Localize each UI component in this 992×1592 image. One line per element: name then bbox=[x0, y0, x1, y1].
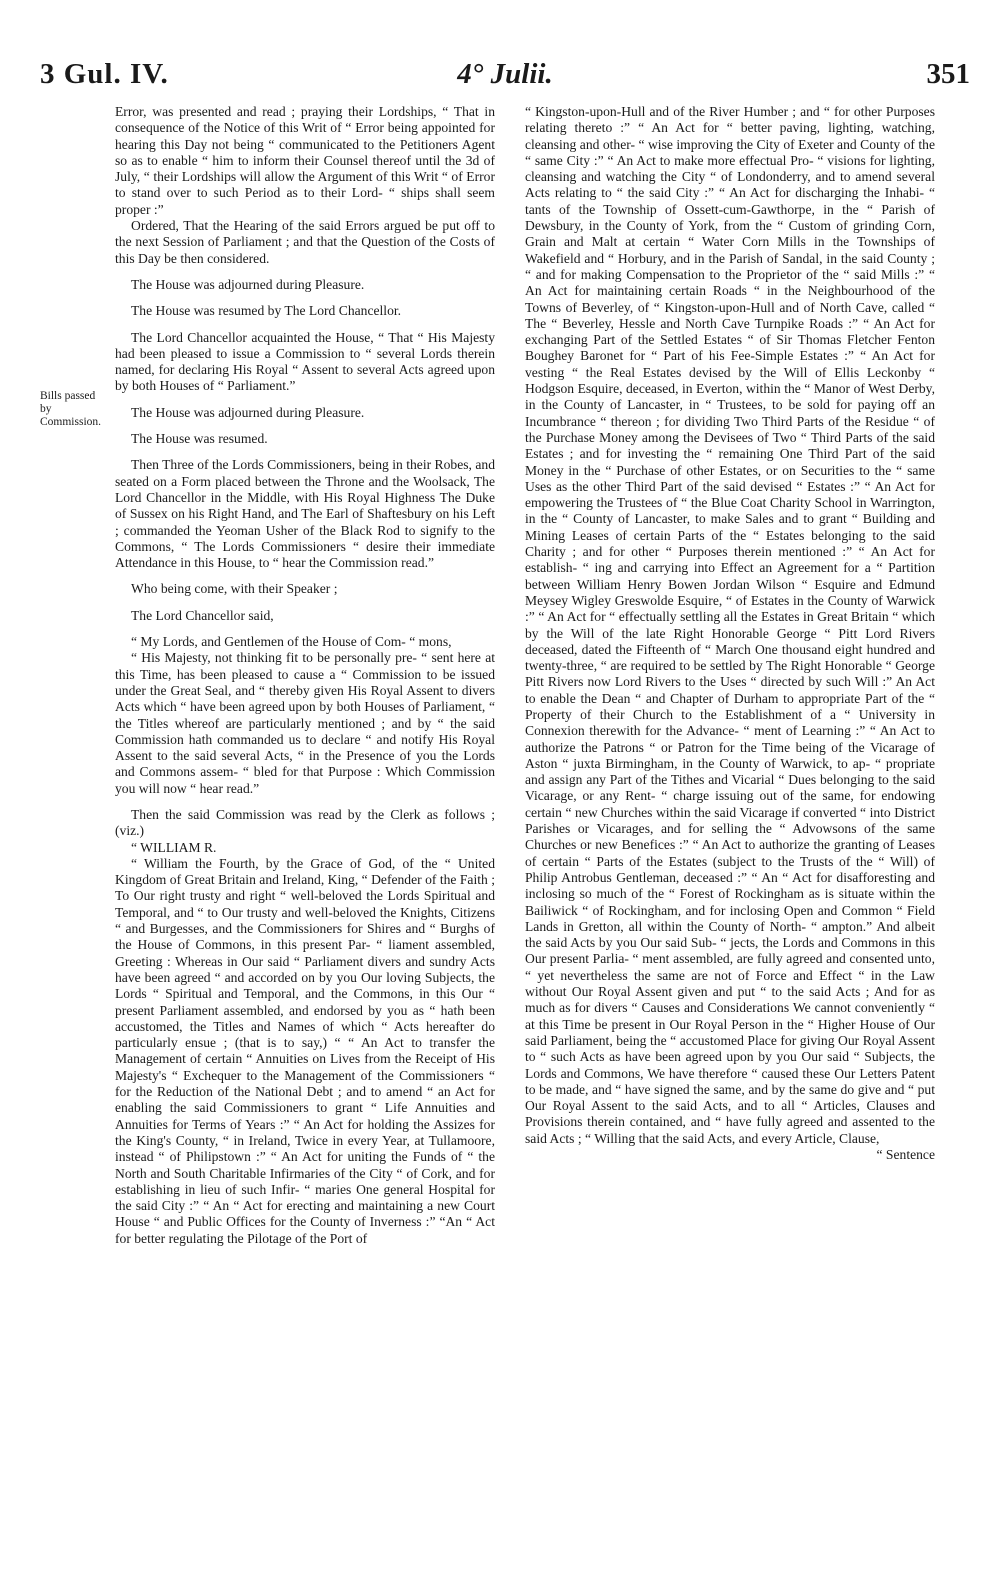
ordered-paragraph: Ordered, That the Hearing of the said Errors argued be put off to the next Session of Parliament ; and that the Question of the Costs of this Day be then considered. bbox=[115, 218, 495, 266]
page-number: 351 bbox=[926, 58, 970, 90]
commissioners-paragraph: Then Three of the Lords Commissioners, being in their Robes, and seated on a Form placed between the Throne and the Woolsack, The Lord Chancellor in the Middle, with His Royal Highness The Duke of Sussex on his Right Hand, and The Earl of Shaftesbury on his Left ; commanded the Yeoman Usher of the Black Rod to signify to the Commons, “ The Lords Commissioners “ desire their immediate Attendance in this House, to “ hear the Commission read.” bbox=[115, 457, 495, 571]
chancellor-announcement: The Lord Chancellor acquainted the House, “ That “ His Majesty had been pleased to issue a Commission to “ several Lords therein named, for declaring His Royal “ Assent to several Acts agreed upon by both Houses of “ Parliament.” bbox=[115, 329, 495, 394]
chancellor-said-line: The Lord Chancellor said, bbox=[131, 607, 274, 623]
speaker-line: Who being come, with their Speaker ; bbox=[131, 581, 338, 597]
regnal-year: 3 Gul. IV. bbox=[40, 58, 169, 90]
commission-text-part-1: “ William the Fourth, by the Grace of God, of the “ United Kingdom of Great Britain and Ireland, King, “ Defender of the Faith ; To Our right trusty and right “ well-beloved the Lords Spiritual and Temporal, and “ to Our trusty and well-beloved the Knights, Citizens “ and Burgesses, and the Commissioners for Shires and “ Burghs of the House of Commons, in this present Par- “ liament assembled, Greeting : Whereas in Our said “ Parliament divers and sundry Acts have been agreed “ and accorded on by you Our loving Subjects, the Lords “ Spiritual and Temporal, and the Commons, in this Our “ present Parliament assembled, and endorsed by you as “ hath been accustomed, the Titles and Names of which “ Acts hereafter do particularly ensue ; (that is to say,) “ “ An Act to transfer the Management of certain “ Annuities on Lives from the Receipt of His Majesty's “ Exchequer to the Management of the Commissioners “ for the Reduction of the National Debt ; and to amend “ an Act for enabling the said Commissioners to grant “ Life Annuities and Annuities for Terms of Years :” “ An Act for holding the Assizes for the King's County, “ in Ireland, Twice in every Year, at Tullamoore, instead “ of Philipstown :” “ An Act for uniting the Funds of “ the North and South Charitable Infirmaries of the City “ of Cork, and for establishing in lieu of such Infir- “ maries One general Hospital for the said City :” “ An “ Act for erecting and maintaining a new Court House “ and Public Offices for the County of Inverness :” “An “ Act for better regulating the Pilotage of the Port of bbox=[115, 855, 495, 1246]
adjourned-line: The House was adjourned during Pleasure. bbox=[131, 276, 365, 292]
adjourned-line-2: The House was adjourned during Pleasure. bbox=[131, 404, 365, 420]
resumed-line: The House was resumed by The Lord Chancellor. bbox=[131, 303, 402, 319]
catchword: “ Sentence bbox=[876, 1147, 935, 1162]
chancellor-speech: “ His Majesty, not thinking fit to be personally pre- “ sent here at this Time, has been pleased to cause a “ Commission to be issued under the Great Seal, and “ thereby given His Royal Assent to divers Acts which “ have been agreed upon by both Houses of Parliament, “ the Titles whereof are particularly mentioned ; and by “ the said Commission hath commanded us to declare “ and notify His Royal Assent to the said several Acts, “ in the Presence of you the Lords and Commons assem- “ bled for that Purpose : Which Commission you will now “ hear read.” bbox=[115, 650, 495, 796]
commission-text-part-2: “ Kingston-upon-Hull and of the River Humber ; and “ for other Purposes relating thereto :” “ An Act for “ better paving, lighting, watching, cleansing and other- “ wise improving the City of Exeter and County of the “ same City :” “ An Act to make more effectual Pro- “ visions for lighting, cleansing and watching the City “ of Londonderry, and to amend several Acts relating to “ the said City :” “ An Act for discharging the Inhabi- “ tants of the Township of Ossett-cum-Gawthorpe, in the “ Parish of Dewsbury, in the County of York, from the “ Custom of grinding Corn, Grain and Malt at certain “ Water Corn Mills in the Townships of Wakefield and “ Horbury, and in the Parish of Sandal, in the said County ; “ and for making Compensation to the Proprietor of the “ said Mills :” “ An Act for maintaining certain Roads “ in the Neighbourhood of the Towns of Beverley, of “ Kingston-upon-Hull and of North Cave, called “ The “ Beverley, Hessle and North Cave Turnpike Roads :” “ An Act for exchanging Part of the Settled Estates “ of Sir Thomas Fletcher Fenton Boughey Baronet for “ Part of his Fee-Simple Estates :” “ An Act for vesting “ the Real Estates devised by the Will of Ellis Leckonby “ Hodgson Esquire, deceased, in Everton, within the “ Manor of West Derby, in the County of Lancaster, in “ Trustees, to be sold for paying off an Incumbrance “ thereon ; for dividing Two Third Parts of the Residue “ of the Purchase Money among the Devisees of Two “ Third Parts of the said Estates ; and for investing the “ remaining One Third Part of the said Money in the “ Purchase of other Estates, or on Securities to the “ same Uses as the other Third Part of the said devised “ Estates :” “ An Act for empowering the Trustees of “ the Blue Coat Charity School in Warrington, in the “ County of Lancaster, to make Sales and to grant “ Building and Mining Leases of certain Parts of the “ Estates belonging to the said Charity ; and for other “ Purposes therein mentioned :” “ An Act for establish- “ ing and carrying into Effect an Agreement for a “ Partition between William Henry Bowen Jordan Wilson “ Esquire and Edmund Meysey Wigley Greswolde Esquire, “ of Estates in the County of Warwick :” “ An Act for “ effectually settling all the Estates in Great Britain “ which by the Will of the late Right Honorable George “ Pitt Lord Rivers deceased, dated the Fifteenth of “ March One thousand eight hundred and twenty-three, “ are required to be settled by The Right Honorable “ George Pitt Rivers now Lord Rivers to the Uses “ directed by such Will :” An Act to enable the Dean “ and Chapter of Durham to appropriate Part of the “ Property of their Church to the Establishment of a “ University in Connexion therewith for the Advance- “ ment of Learning :” “ An Act to authorize the Patrons “ or Patron for the Time being of the Vicarage of Aston “ juxta Birmingham, in the County of Warwick, to ap- “ propriate and assign any Part of the Tithes and Vicarial “ Dues belonging to the said Vicarage, or any Rent- “ charge issuing out of the same, for endowing certain “ new Churches within the said Vicarage if converted “ into District Parishes or Vicarages, and for selling the “ Advowsons of the same Churches or new Benefices :” “ An Act to authorize the granting of Leases of certain “ Parts of the Estates (subject to the Trusts of the “ Will) of Philip Antrobus Gentleman, deceased :” “ An “ Act for disafforesting and inclosing so much of the “ Forest of Rockingham as is situate within the Bailiwick “ of Rockingham, and for inclosing Open and Common “ Field Lands in Gretton, all within the County of North- “ ampton.” And albeit the said Acts by you Our said Sub- “ jects, the Lords and Commons in this Our present Parlia- “ ment assembled, are fully agreed and consented unto, “ yet nevertheless the same are not of Force and Effect “ in the Law without Our Royal Assent given and put “ to the said Acts ; And for as much as for divers “ Causes and Considerations We cannot conveniently “ at this Time be present in Our Royal Person in the “ Higher House of Our said Parliament, being the “ accustomed Place for giving Our Royal Assent to “ such Acts as have been agreed upon by you Our said “ Subjects, the Lords and Commons, We have therefore “ caused these Our Letters Patent to be made, and “ have signed the same, and by the same do give and “ put Our Royal Assent to the said Acts, and to all “ Articles, Clauses and Provisions therein contained, and “ have fully agreed and assented to the said Acts ; “ Willing that the said Acts, and every Article, Clause, bbox=[525, 104, 935, 1146]
left-column bbox=[115, 104, 495, 1247]
running-head bbox=[40, 58, 970, 98]
margin-note: Bills passed by Commission. bbox=[40, 390, 102, 428]
date-heading: 4° Julii. bbox=[457, 58, 553, 90]
commission-read-line: Then the said Commission was read by the Clerk as follows ; (viz.) bbox=[115, 806, 495, 839]
right-column bbox=[525, 104, 935, 1163]
royal-signature-line: “ WILLIAM R. bbox=[131, 839, 217, 855]
resumed-line-2: The House was resumed. bbox=[131, 431, 268, 447]
petition-paragraph: Error, was presented and read ; praying their Lordships, “ That in consequence of the Notice of this Writ of “ Error being appointed for hearing this Day not being “ communicated to the Petitioners Agent so as to enable “ him to inform their Counsel thereof until the 3d of July, “ their Lordships will allow the Argument of this Writ “ of Error to stand over to such Period as to their Lord- “ ships shall seem proper :” bbox=[115, 104, 495, 217]
address-salutation: “ My Lords, and Gentlemen of the House of Com- “ mons, bbox=[131, 634, 452, 650]
